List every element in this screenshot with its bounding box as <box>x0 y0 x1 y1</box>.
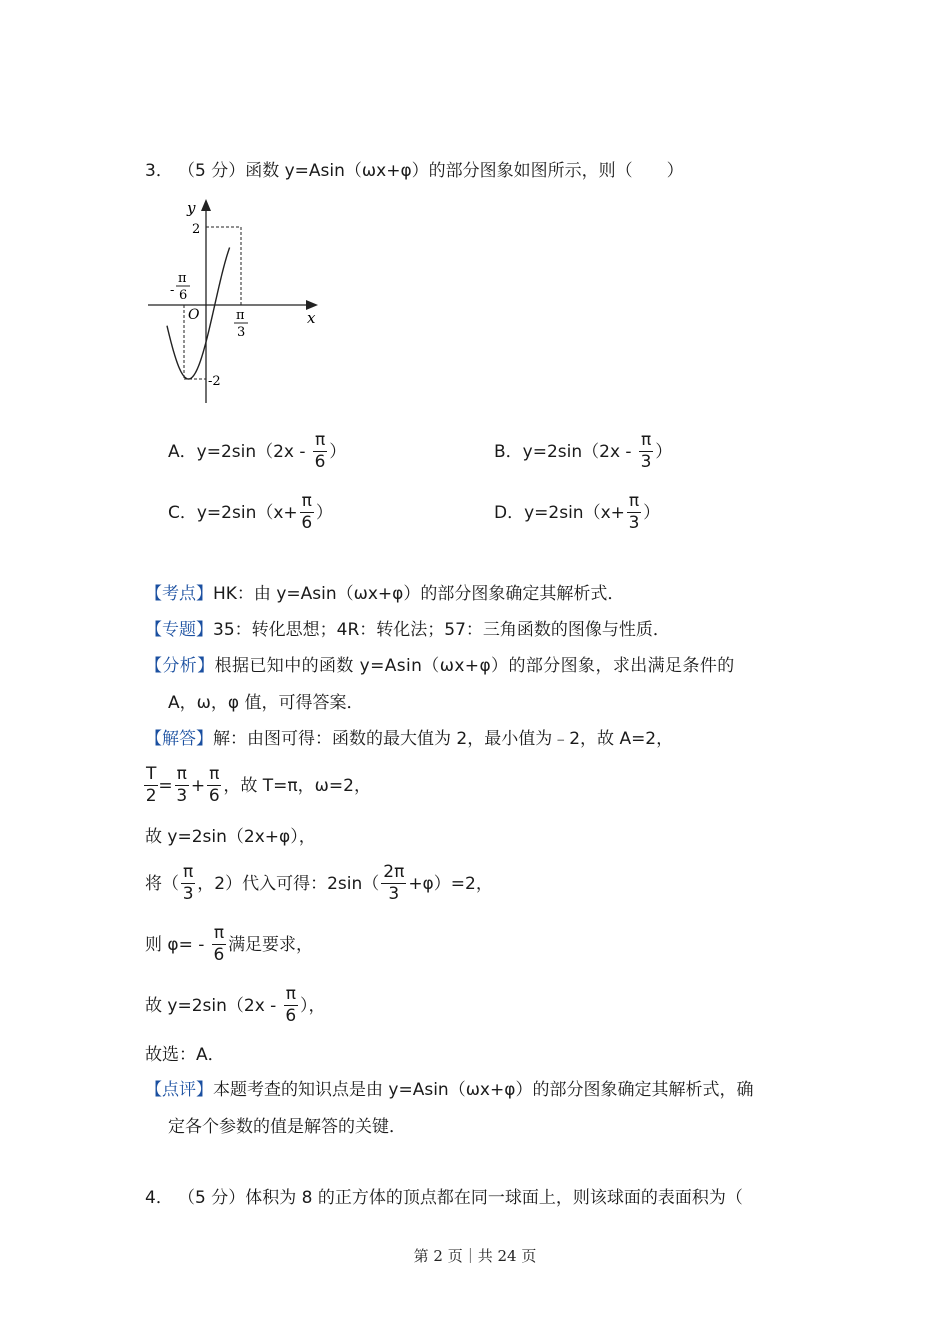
line-jiang: 将（ $\frac{\pi}{3}$ ，2）代入可得：2sin（ $\frac{2\pi}{3}$ +φ）=2， <box>145 862 493 904</box>
option-d[interactable]: D．y=2sin（x+ $\frac{\pi}{3}$ ） <box>494 491 661 533</box>
pos-frac-num: π <box>236 308 245 323</box>
dianping-line <box>145 1082 753 1099</box>
max-label: 2 <box>192 222 201 237</box>
option-c-fraction: $\frac{\pi}{6}$ <box>301 491 313 533</box>
y-axis-arrow <box>201 199 211 211</box>
line-gu2: 故 y=2sin（2x - $\frac{\pi}{6}$ ）， <box>145 984 326 1026</box>
option-c-letter: C． <box>168 502 197 523</box>
kaodian-tag: 【考点】 <box>145 584 213 604</box>
q4-stem: （5 分）体积为 8 的正方体的顶点都在同一球面上，则该球面的表面积为（ <box>178 1188 743 1208</box>
zhuanti-text: 35：转化思想；4R：转化法；57：三角函数的图像与性质． <box>213 620 670 640</box>
option-b-fraction: $\frac{\pi}{3}$ <box>640 430 652 472</box>
option-d-letter: D． <box>494 502 525 523</box>
fenxi-tag: 【分析】 <box>145 656 215 676</box>
neg-frac-den: 6 <box>179 288 188 303</box>
fenxi-text-2: A，ω，φ 值，可得答案． <box>168 693 364 713</box>
zhuanti-tag: 【专题】 <box>145 620 213 640</box>
option-b-letter: B． <box>494 441 523 462</box>
fenxi-text-1: 根据已知中的函数 y=Asin（ωx+φ）的部分图象，求出满足条件的 <box>214 656 735 676</box>
jieda-line <box>145 731 673 748</box>
q4-number: 4． <box>145 1188 173 1208</box>
dianping-tag: 【点评】 <box>145 1080 213 1100</box>
period-equation: $\frac{T}{2}$ = $\frac{\pi}{3}$ + $\frac{\pi}{6}$ ，故 T=π，ω=2， <box>145 764 371 806</box>
option-c[interactable]: C．y=2sin（x+ $\frac{\pi}{6}$ ） <box>168 491 333 533</box>
q3-number: 3． <box>145 161 173 181</box>
option-b-expr: y=2sin（2x - <box>522 441 637 462</box>
x-axis-label: x <box>307 309 316 327</box>
kaodian-text: HK：由 y=Asin（ωx+φ）的部分图象确定其解析式． <box>213 584 625 604</box>
option-d-fraction: $\frac{\pi}{3}$ <box>628 491 640 533</box>
neg-sign: - <box>170 283 175 298</box>
jieda-text: 解：由图可得：函数的最大值为 2，最小值为﹣2，故 A=2， <box>213 729 674 749</box>
option-a-expr: y=2sin（2x - <box>196 441 311 462</box>
pos-frac-den: 3 <box>237 325 246 340</box>
jieda-tag: 【解答】 <box>145 729 213 749</box>
page-footer: 第 2 页｜共 24 页 <box>413 1247 537 1265</box>
q3-stem: （5 分）函数 y=Asin（ωx+φ）的部分图象如图所示，则（ ） <box>178 161 684 181</box>
line-ze: 则 φ= - $\frac{\pi}{6}$ 满足要求， <box>145 923 314 965</box>
answer-line: 故选：A． <box>145 1045 225 1065</box>
dianping-text-2: 定各个参数的值是解答的关键． <box>168 1117 406 1137</box>
option-a-fraction: $\frac{\pi}{6}$ <box>314 430 326 472</box>
option-c-expr: y=2sin（x+ <box>196 502 298 523</box>
zhuanti-line <box>145 622 670 639</box>
min-label: -2 <box>208 374 221 389</box>
line-gu1: 故 y=2sin（2x+φ）， <box>145 827 316 847</box>
option-a-letter: A． <box>168 441 197 462</box>
option-b[interactable]: B．y=2sin（2x - $\frac{\pi}{3}$ ） <box>494 430 673 472</box>
y-axis-label: y <box>187 199 196 217</box>
option-a[interactable]: A．y=2sin（2x - $\frac{\pi}{6}$ ） <box>168 430 347 472</box>
neg-frac-num: π <box>178 271 187 286</box>
dianping-text-1: 本题考查的知识点是由 y=Asin（ωx+φ）的部分图象确定其解析式，确 <box>213 1080 754 1100</box>
origin-label: O <box>188 307 200 323</box>
kaodian-line <box>145 586 624 603</box>
fenxi-line <box>145 658 735 675</box>
option-d-expr: y=2sin（x+ <box>524 502 625 523</box>
q3-graph <box>140 195 340 410</box>
